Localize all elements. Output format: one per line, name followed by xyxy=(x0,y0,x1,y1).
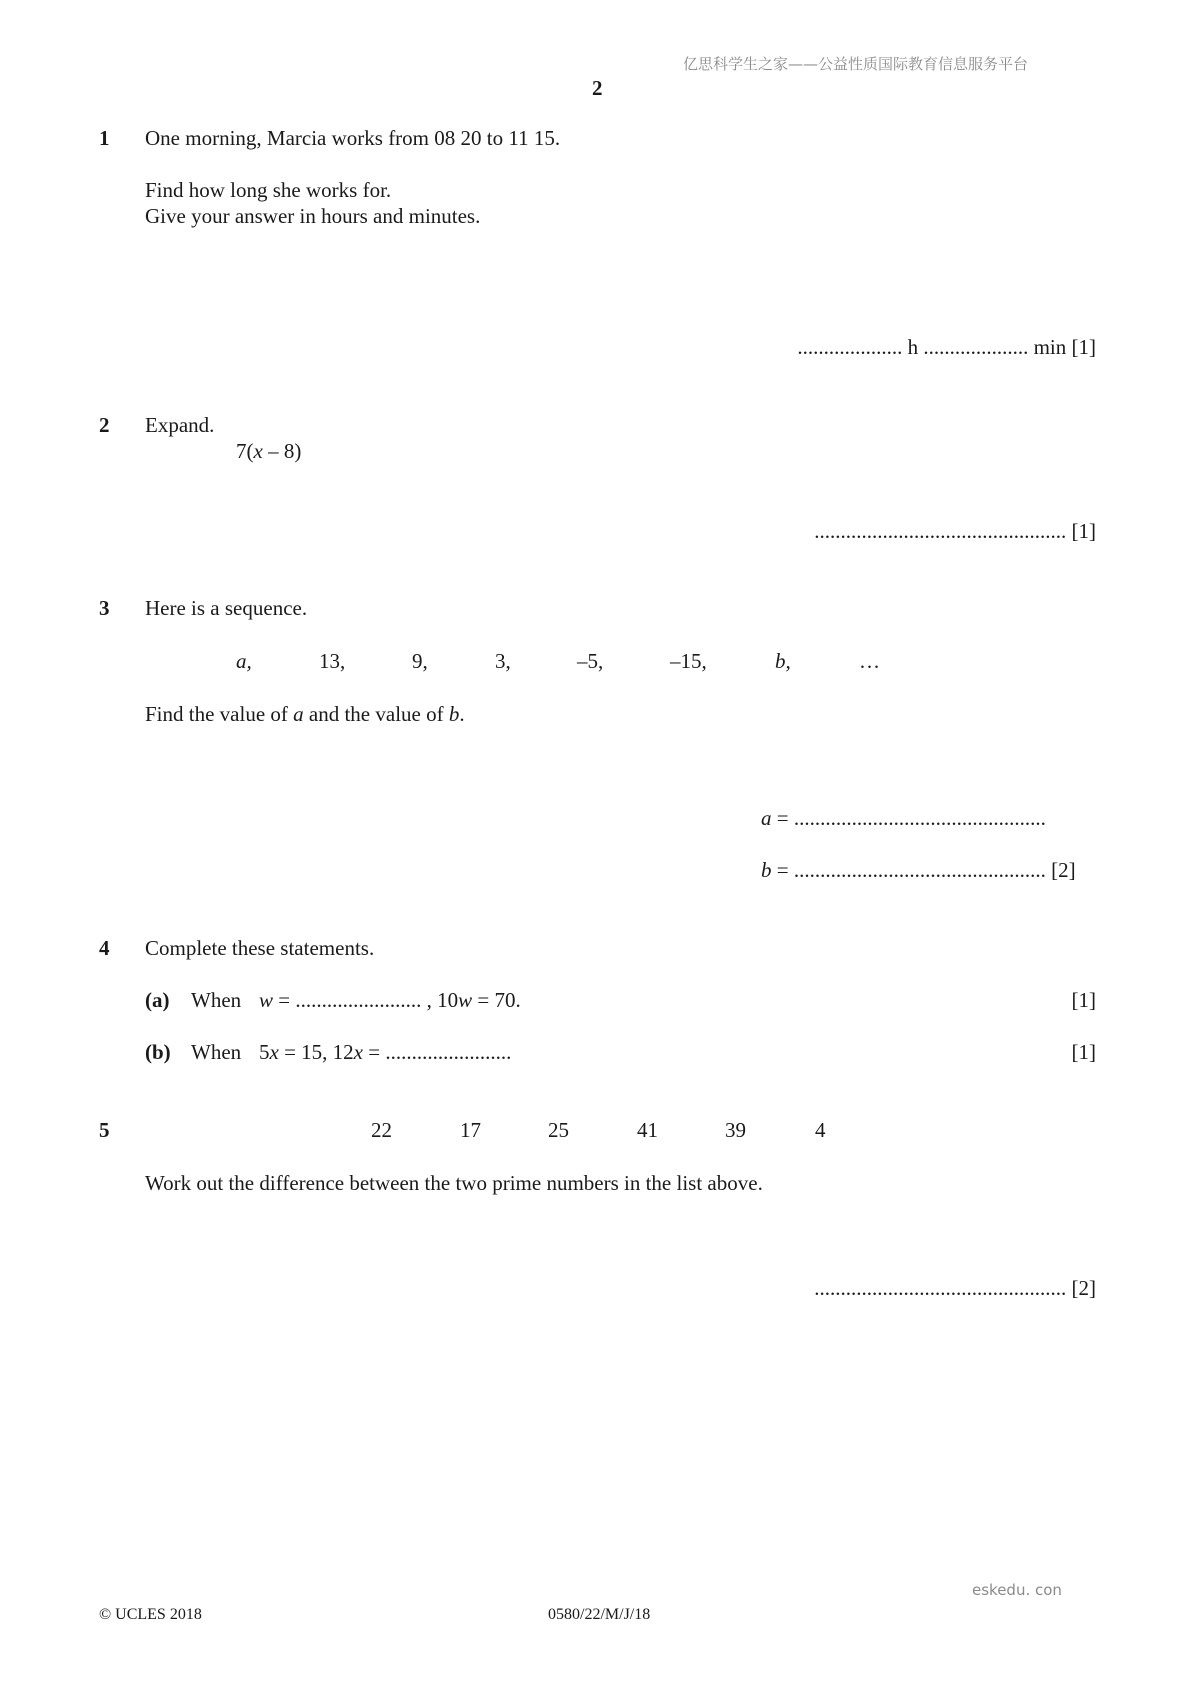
q3-seq-term: a, xyxy=(236,649,252,673)
q1-line2: Find how long she works for. xyxy=(145,178,392,202)
q3-seq-term: 13, xyxy=(319,649,346,673)
q3-seq-term: 3, xyxy=(495,649,511,673)
q4b-label: (b) xyxy=(145,1040,171,1064)
q4a-label: (a) xyxy=(145,988,170,1012)
q3-seq-term: –15, xyxy=(670,649,707,673)
q3-number: 3 xyxy=(99,596,110,620)
q3-line1: Here is a sequence. xyxy=(145,596,308,620)
q3-seq-term: –5, xyxy=(577,649,604,673)
q5-list-item: 4 xyxy=(815,1118,826,1142)
q5-list-item: 41 xyxy=(637,1118,658,1142)
q4b-marks: [1] xyxy=(1071,1040,1096,1064)
q3-seq-term: … xyxy=(859,649,880,673)
q5-list-item: 39 xyxy=(725,1118,746,1142)
q2-line1: Expand. xyxy=(145,413,215,437)
watermark-bottom: eskedu. con xyxy=(972,1581,1062,1599)
q1-line1: One morning, Marcia works from 08 20 to 11 15. xyxy=(145,126,561,150)
q2-answer-line[interactable]: ................................................ [1] xyxy=(814,519,1096,543)
q4b-statement[interactable]: 5x = 15, 12x = ........................ xyxy=(259,1040,512,1064)
q5-number: 5 xyxy=(99,1118,110,1142)
q4a-statement[interactable]: w = ........................ , 10w = 70. xyxy=(259,988,521,1012)
q4b-when: When xyxy=(191,1040,242,1064)
q1-answer-line[interactable]: .................... h .................... min [1] xyxy=(797,335,1096,359)
q2-expression: 7(x – 8) xyxy=(236,439,302,463)
q3-seq-term: 9, xyxy=(412,649,428,673)
q5-list-item: 25 xyxy=(548,1118,569,1142)
q5-line1: Work out the difference between the two prime numbers in the list above. xyxy=(145,1171,763,1195)
q2-number: 2 xyxy=(99,413,110,437)
q5-list-item: 22 xyxy=(371,1118,392,1142)
q5-answer-line[interactable]: ................................................ [2] xyxy=(814,1276,1096,1300)
footer-copyright: © UCLES 2018 xyxy=(99,1606,202,1623)
q5-list-item: 17 xyxy=(460,1118,481,1142)
footer-paper-code: 0580/22/M/J/18 xyxy=(548,1606,651,1623)
page-number: 2 xyxy=(592,76,603,100)
q4a-when: When xyxy=(191,988,242,1012)
q1-number: 1 xyxy=(99,126,110,150)
q4-line1: Complete these statements. xyxy=(145,936,375,960)
q3-answer-a[interactable]: a = ................................................ xyxy=(761,806,1046,830)
q3-seq-term: b, xyxy=(775,649,791,673)
watermark-top: 亿思科学生之家——公益性质国际教育信息服务平台 xyxy=(683,55,1029,73)
q4a-marks: [1] xyxy=(1071,988,1096,1012)
q3-answer-b[interactable]: b = ................................................ [2] xyxy=(761,858,1076,882)
q4-number: 4 xyxy=(99,936,110,960)
q1-line3: Give your answer in hours and minutes. xyxy=(145,204,481,228)
q3-line2: Find the value of a and the value of b. xyxy=(145,702,465,726)
